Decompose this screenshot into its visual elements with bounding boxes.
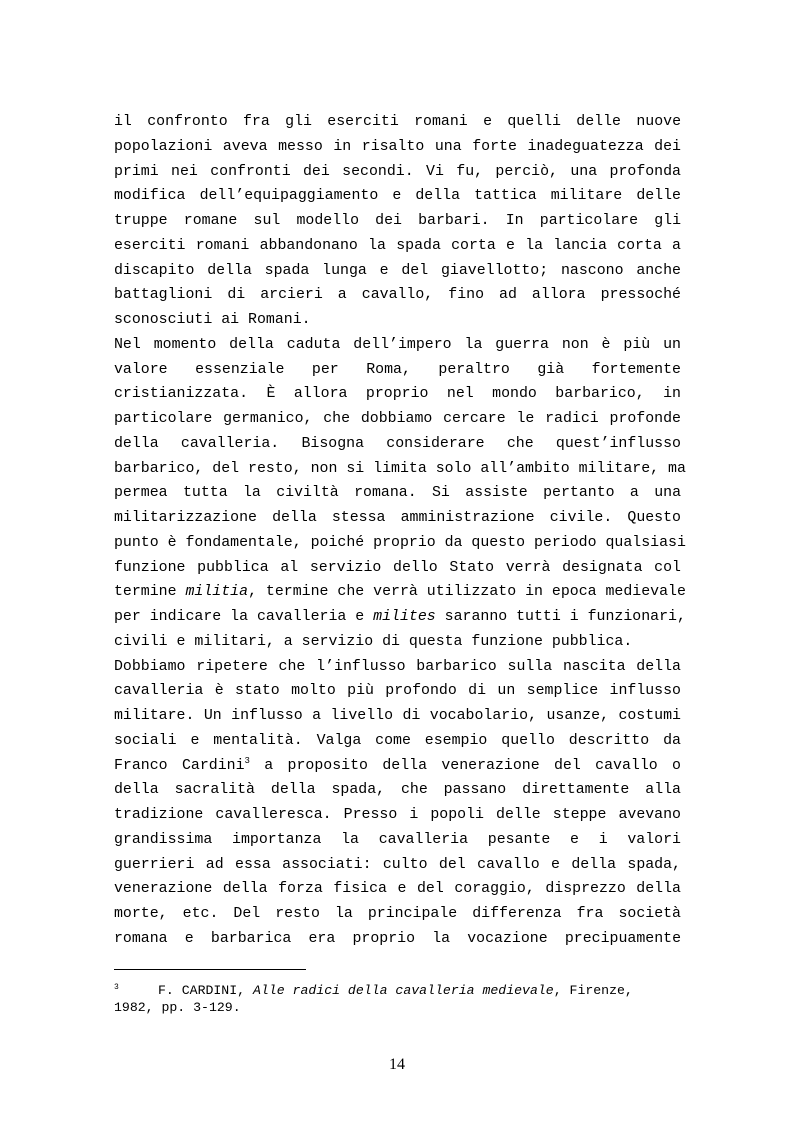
text-run: , termine che verrà utilizzato in epoca medievale <box>248 584 686 601</box>
text-line <box>114 754 681 779</box>
footnote <box>114 978 681 1018</box>
text-line: il confronto fra gli eserciti romani e quelli delle nuove <box>114 114 681 130</box>
text-line: civili e militari, a servizio di questa funzione pubblica. <box>114 633 633 650</box>
text-line: grandissima importanza la cavalleria pesante e i valori <box>114 831 681 848</box>
text-line: guerrieri ad essa associati: culto del cavallo e della spada, <box>114 856 681 873</box>
text-line <box>114 605 686 630</box>
text-run: a proposito della venerazione del cavallo o <box>249 757 681 774</box>
footnote-author: F. CARDINI, <box>158 983 253 998</box>
text-line: truppe romane sul modello dei barbari. In particolare gli <box>114 213 681 229</box>
text-line: della sacralità della spada, che passano direttamente alla <box>114 782 681 799</box>
text-line: morte, etc. Del resto la principale differenza fra società <box>114 906 681 922</box>
text-line: eserciti romani abbandonano la spada corta e la lancia corta a <box>114 237 681 254</box>
footnote-title: Alle radici della cavalleria medievale <box>252 983 554 998</box>
text-line: della cavalleria. Bisogna considerare che quest’influsso <box>114 435 681 452</box>
footnote-separator <box>114 969 306 970</box>
text-run: saranno tutti i funzionari, <box>435 609 686 625</box>
text-line: militare. Un influsso a livello di vocabolario, usanze, costumi <box>114 708 681 724</box>
text-line: permea tutta la civiltà romana. Si assiste pertanto a una <box>114 485 681 502</box>
footnote-line: 1982, pp. 3-129. <box>114 1000 241 1015</box>
italic-term-militia: militia <box>185 584 249 601</box>
text-line: popolazioni aveva messo in risalto una forte inadeguatezza dei <box>114 138 681 155</box>
text-line: Nel momento della caduta dell’impero la guerra non è più un <box>114 336 681 353</box>
text-line: Dobbiamo ripetere che l’influsso barbarico sulla nascita della <box>114 658 681 675</box>
body-text <box>114 110 686 952</box>
text-line: barbarico, del resto, non si limita solo all’ambito militare, ma <box>114 460 686 477</box>
text-line: cavalleria è stato molto più profondo di un semplice influsso <box>114 683 681 700</box>
text-line: militarizzazione della stessa amministrazione civile. Questo <box>114 510 681 526</box>
text-line: tradizione cavalleresca. Presso i popoli delle steppe avevano <box>114 807 681 823</box>
text-line: punto è fondamentale, poiché proprio da questo periodo qualsiasi <box>114 534 686 551</box>
text-line: discapito della spada lunga e del giavellotto; nascono anche <box>114 262 681 279</box>
italic-term-milites: milites <box>373 609 436 625</box>
text-line: particolare germanico, che dobbiamo cercare le radici profonde <box>114 411 681 427</box>
text-line: cristianizzata. È allora proprio nel mondo barbarico, in <box>114 386 681 403</box>
text-line: primi nei confronti dei secondi. Vi fu, perciò, una profonda <box>114 163 681 180</box>
text-line: funzione pubblica al servizio dello Stato verrà designata col <box>114 559 681 576</box>
text-line: sociali e mentalità. Valga come esempio quello descritto da <box>114 732 681 749</box>
text-run: per indicare la cavalleria e <box>114 609 374 625</box>
text-line: modifica dell’equipaggiamento e della tattica militare delle <box>114 188 681 205</box>
text-run: Franco Cardini <box>114 757 245 774</box>
text-run: termine <box>114 584 186 601</box>
text-line: venerazione della forza fisica e del coraggio, disprezzo della <box>114 881 681 898</box>
footnote-reference: 3 <box>244 755 250 766</box>
text-line <box>114 580 686 605</box>
footnote-place: , Firenze, <box>553 983 633 998</box>
text-line: battaglioni di arcieri a cavallo, fino ad allora pressoché <box>114 287 681 304</box>
text-line: sconosciuti ai Romani. <box>114 312 311 328</box>
text-line: romana e barbarica era proprio la vocazione precipuamente <box>114 930 681 947</box>
page-number: 14 <box>389 1056 405 1073</box>
footnote-number: 3 <box>114 983 119 992</box>
text-line: valore essenziale per Roma, peraltro già fortemente <box>114 361 681 378</box>
footnote-line <box>114 978 681 998</box>
